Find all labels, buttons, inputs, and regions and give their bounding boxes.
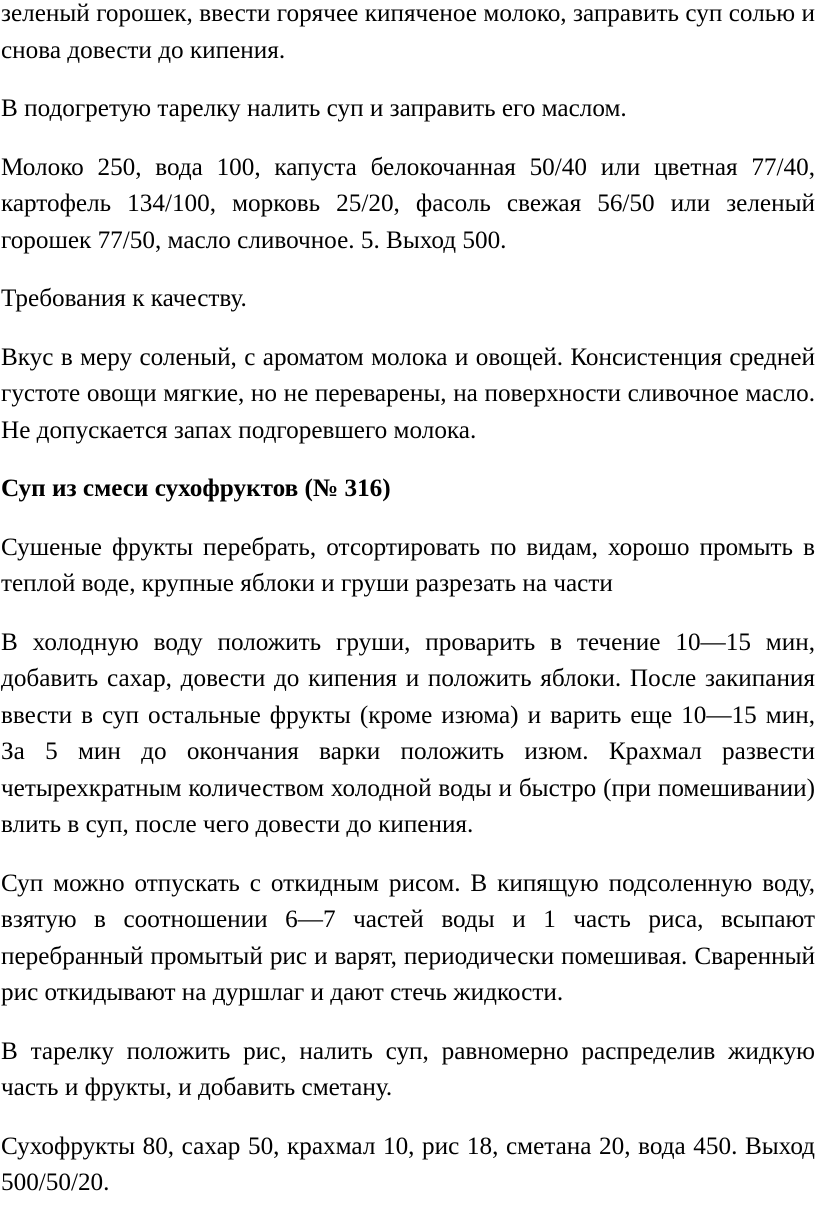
- paragraph-cooking-steps: В холодную воду положить груши, проварить в течение 10—15 мин, добавить сахар, довести до кипения и положить яблоки. После закипания ввести в суп остальные фрукты (кроме изюма) и варить еще 10—15 мин, За 5 мин до окончания варки положить изюм. Крахмал развести четырехкратным количеством холодной воды и быстро (при помешивании) влить в суп, после чего довести до кипения.: [1, 628, 815, 838]
- paragraph-quality-title: Требования к качеству.: [1, 285, 247, 312]
- paragraph-fruit-preparation: Сушеные фрукты перебрать, отсортировать по видам, хорошо промыть в теплой воде, крупные яблоки и груши разрезать на части: [1, 533, 815, 597]
- paragraph-ingredients-milk-soup: Молоко 250, вода 100, капуста белокочанная 50/40 или цветная 77/40, картофель 134/100, морковь 25/20, фасоль свежая 56/50 или зеленый горошек 77/50, масло сливочное. 5. Выход 500.: [1, 153, 815, 254]
- paragraph-quality-description: Вкус в меру соленый, с ароматом молока и овощей. Консистенция средней густоте овощи мягкие, но не переварены, на поверхности сливочное масло. Не допускается запах подгоревшего молока.: [1, 343, 815, 444]
- paragraph-serving: В подогретую тарелку налить суп и заправить его маслом.: [1, 95, 627, 122]
- paragraph-soup-finish: зеленый горошек, ввести горячее кипяченое молоко, заправить суп солью и снова довести до кипения.: [1, 0, 815, 64]
- paragraph-rice-option: Суп можно отпускать с откидным рисом. В кипящую подсоленную воду, взятую в соотношении 6—7 частей воды и 1 часть риса, всыпают перебранный промытый рис и варят, периодически помешивая. Сваренный рис откидывают на дуршлаг и дают стечь жидкости.: [1, 869, 815, 1006]
- paragraph-ingredients-fruit-soup: Сухофрукты 80, сахар 50, крахмал 10, рис 18, сметана 20, вода 450. Выход 500/50/20.: [1, 1132, 815, 1196]
- section-heading-dried-fruit-soup: Суп из смеси сухофруктов (№ 316): [1, 475, 391, 502]
- paragraph-plating: В тарелку положить рис, налить суп, равномерно распределив жидкую часть и фрукты, и добавить сметану.: [1, 1037, 815, 1101]
